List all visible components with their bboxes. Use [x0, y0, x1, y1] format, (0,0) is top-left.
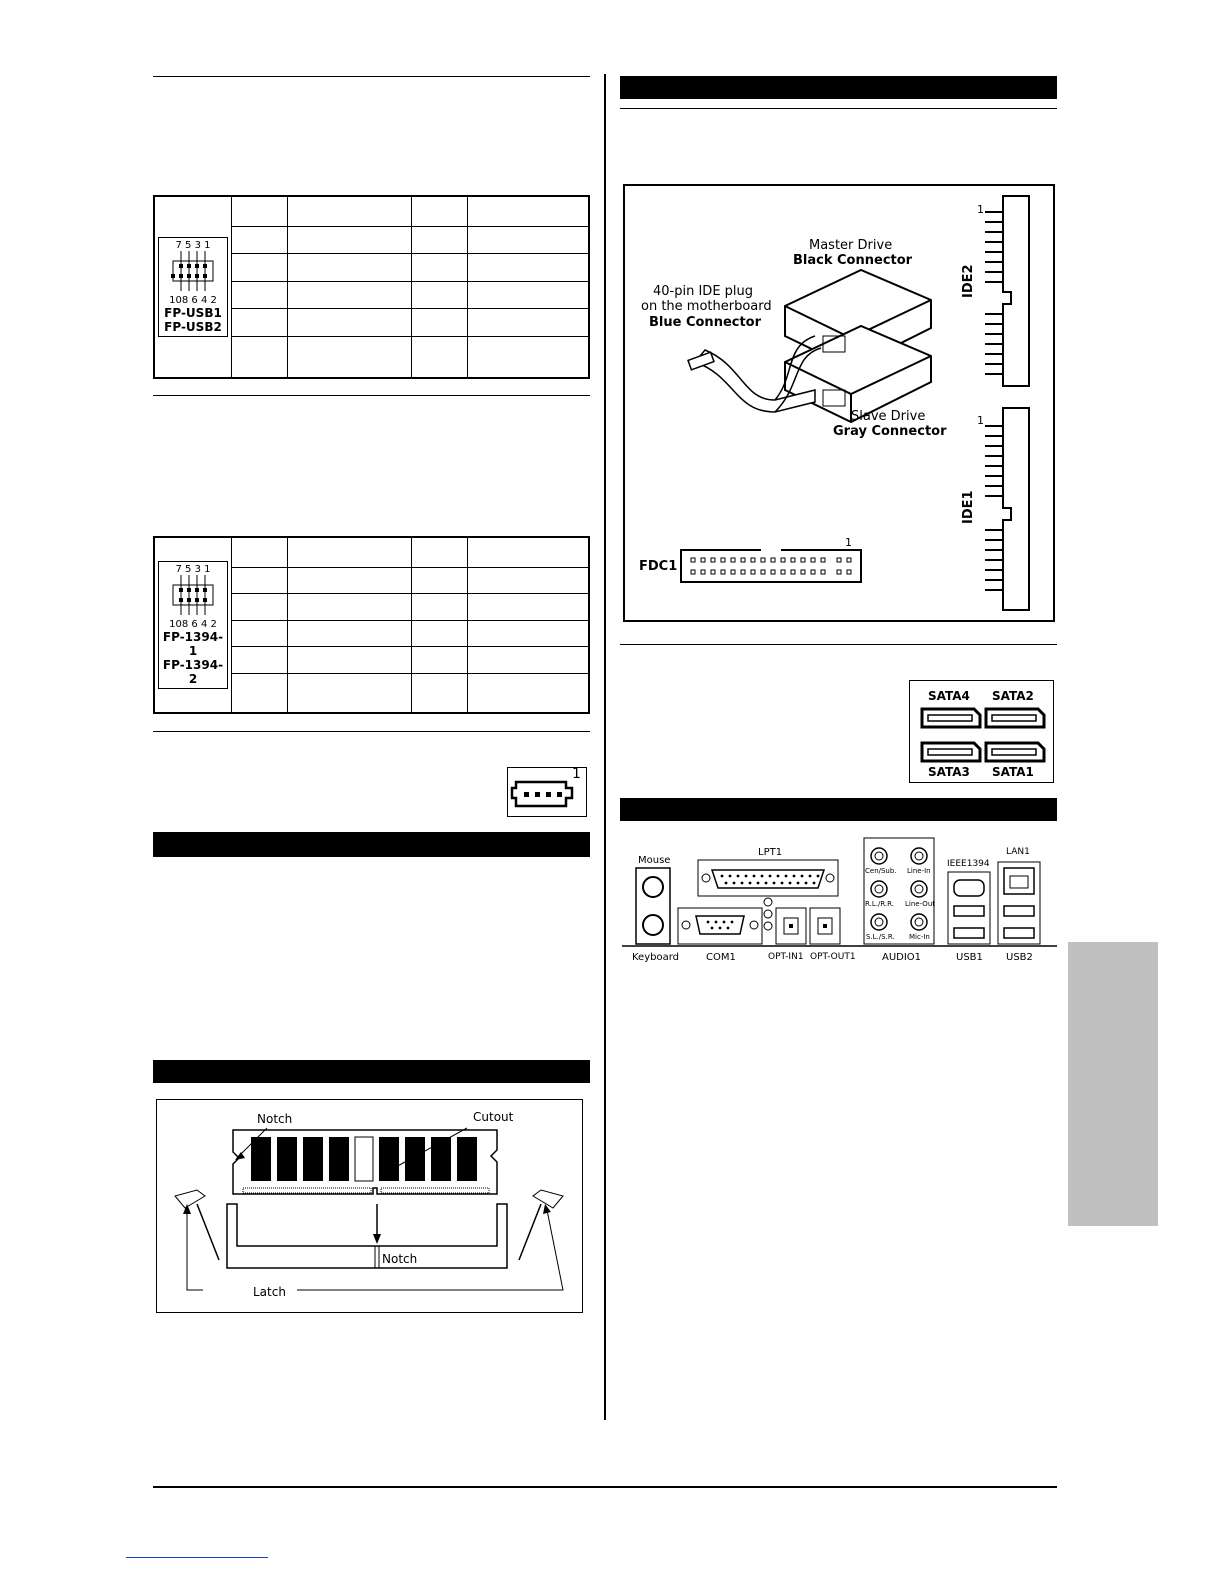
dimm-module-illustration [157, 1100, 582, 1312]
usb-header-diagram [158, 237, 228, 337]
sata2-label: SATA2 [992, 689, 1034, 703]
audio-label: AUDIO1 [882, 952, 922, 963]
section-rule-sata [620, 644, 1057, 645]
usb1-label: USB1 [956, 952, 983, 963]
usb-pin-table [153, 195, 590, 379]
slave-drive-label: Slave Drive [851, 409, 926, 424]
ide1-label: IDE1 [961, 490, 976, 524]
sata-figure [909, 680, 1054, 783]
ieee-header-diagram [158, 561, 228, 689]
sata3-label: SATA3 [928, 765, 970, 779]
section-header-bar-right-2 [620, 798, 1057, 821]
cutout-label: Cutout [473, 1110, 514, 1124]
latch-label: Latch [253, 1285, 286, 1299]
usb-pin-numbers-top: 7 5 3 1 [175, 240, 211, 251]
chapter-side-tab [1068, 942, 1158, 1226]
memory-install-figure [156, 1099, 583, 1313]
master-drive-connector-label: Black Connector [793, 253, 913, 268]
notch-top-label: Notch [257, 1112, 293, 1126]
ide-plug-label-3: Blue Connector [649, 315, 762, 330]
section-rule-1394 [153, 395, 590, 396]
section-rule-usb [153, 76, 590, 77]
keyboard-label: Keyboard [632, 952, 680, 963]
opt-in-label: OPT-IN1 [768, 952, 804, 962]
sata4-label: SATA4 [928, 689, 970, 703]
ieee-header-pins-icon [171, 575, 215, 615]
section-rule-fan [153, 731, 590, 732]
lpt-label: LPT1 [758, 847, 783, 858]
usb-header-diagram-cell [154, 196, 232, 378]
usb2-label: USB2 [1006, 952, 1033, 963]
line-out-label: Line-Out [905, 900, 935, 908]
ide2-label: IDE2 [961, 264, 976, 298]
section-header-bar-left-1 [153, 832, 590, 857]
column-divider [604, 74, 606, 1420]
back-panel-illustration [622, 836, 1057, 968]
line-in-label: Line-In [907, 867, 931, 875]
ide2-pin1-label: 1 [977, 203, 984, 216]
fdc-pin1-label: 1 [845, 536, 852, 549]
cen-sub-label: Cen/Sub. [865, 867, 897, 875]
fdc-label: FDC1 [639, 559, 678, 574]
master-drive-label: Master Drive [809, 238, 893, 253]
lan-label: LAN1 [1006, 847, 1030, 857]
fan-pin1-label: 1 [572, 766, 581, 782]
usb-pin-numbers-bottom: 108 6 4 2 [169, 295, 217, 306]
ide1-pin1-label: 1 [977, 414, 984, 427]
slave-drive-connector-label: Gray Connector [833, 424, 947, 439]
notch-bottom-label: Notch [382, 1252, 418, 1266]
com-label: COM1 [706, 952, 736, 963]
ieee-pin-numbers-top: 7 5 3 1 [175, 564, 211, 575]
ide-plug-label-2: on the motherboard [641, 299, 772, 314]
mic-in-label: Mic-In [909, 933, 930, 941]
footer-link-underline [126, 1557, 268, 1558]
section-header-bar-right-1 [620, 76, 1057, 99]
usb-header-pins-icon [171, 251, 215, 291]
usb-header-name-1: FP-USB1 [164, 306, 222, 320]
fan-connector-diagram [507, 767, 587, 817]
ieee-header-name-1: FP-1394-1 [162, 630, 224, 658]
section-header-bar-left-2 [153, 1060, 590, 1083]
ide-fdc-figure [623, 184, 1055, 622]
ieee-pin-numbers-bottom: 108 6 4 2 [169, 619, 217, 630]
sata1-label: SATA1 [992, 765, 1034, 779]
section-rule-right-1 [620, 108, 1057, 109]
ide-plug-label-1: 40-pin IDE plug [653, 284, 754, 299]
ieee1394-label: IEEE1394 [947, 859, 990, 869]
mouse-label: Mouse [638, 855, 671, 866]
ieee1394-pin-table [153, 536, 590, 714]
rl-rr-label: R.L./R.R. [865, 900, 895, 908]
ieee-header-diagram-cell [154, 537, 232, 713]
back-panel-io-figure [622, 836, 1057, 968]
opt-out-label: OPT-OUT1 [810, 952, 856, 962]
usb-header-name-2: FP-USB2 [164, 320, 222, 334]
footer-rule [153, 1486, 1057, 1488]
sl-sr-label: S.L./S.R. [866, 933, 895, 941]
ieee-header-name-2: FP-1394-2 [162, 658, 224, 686]
